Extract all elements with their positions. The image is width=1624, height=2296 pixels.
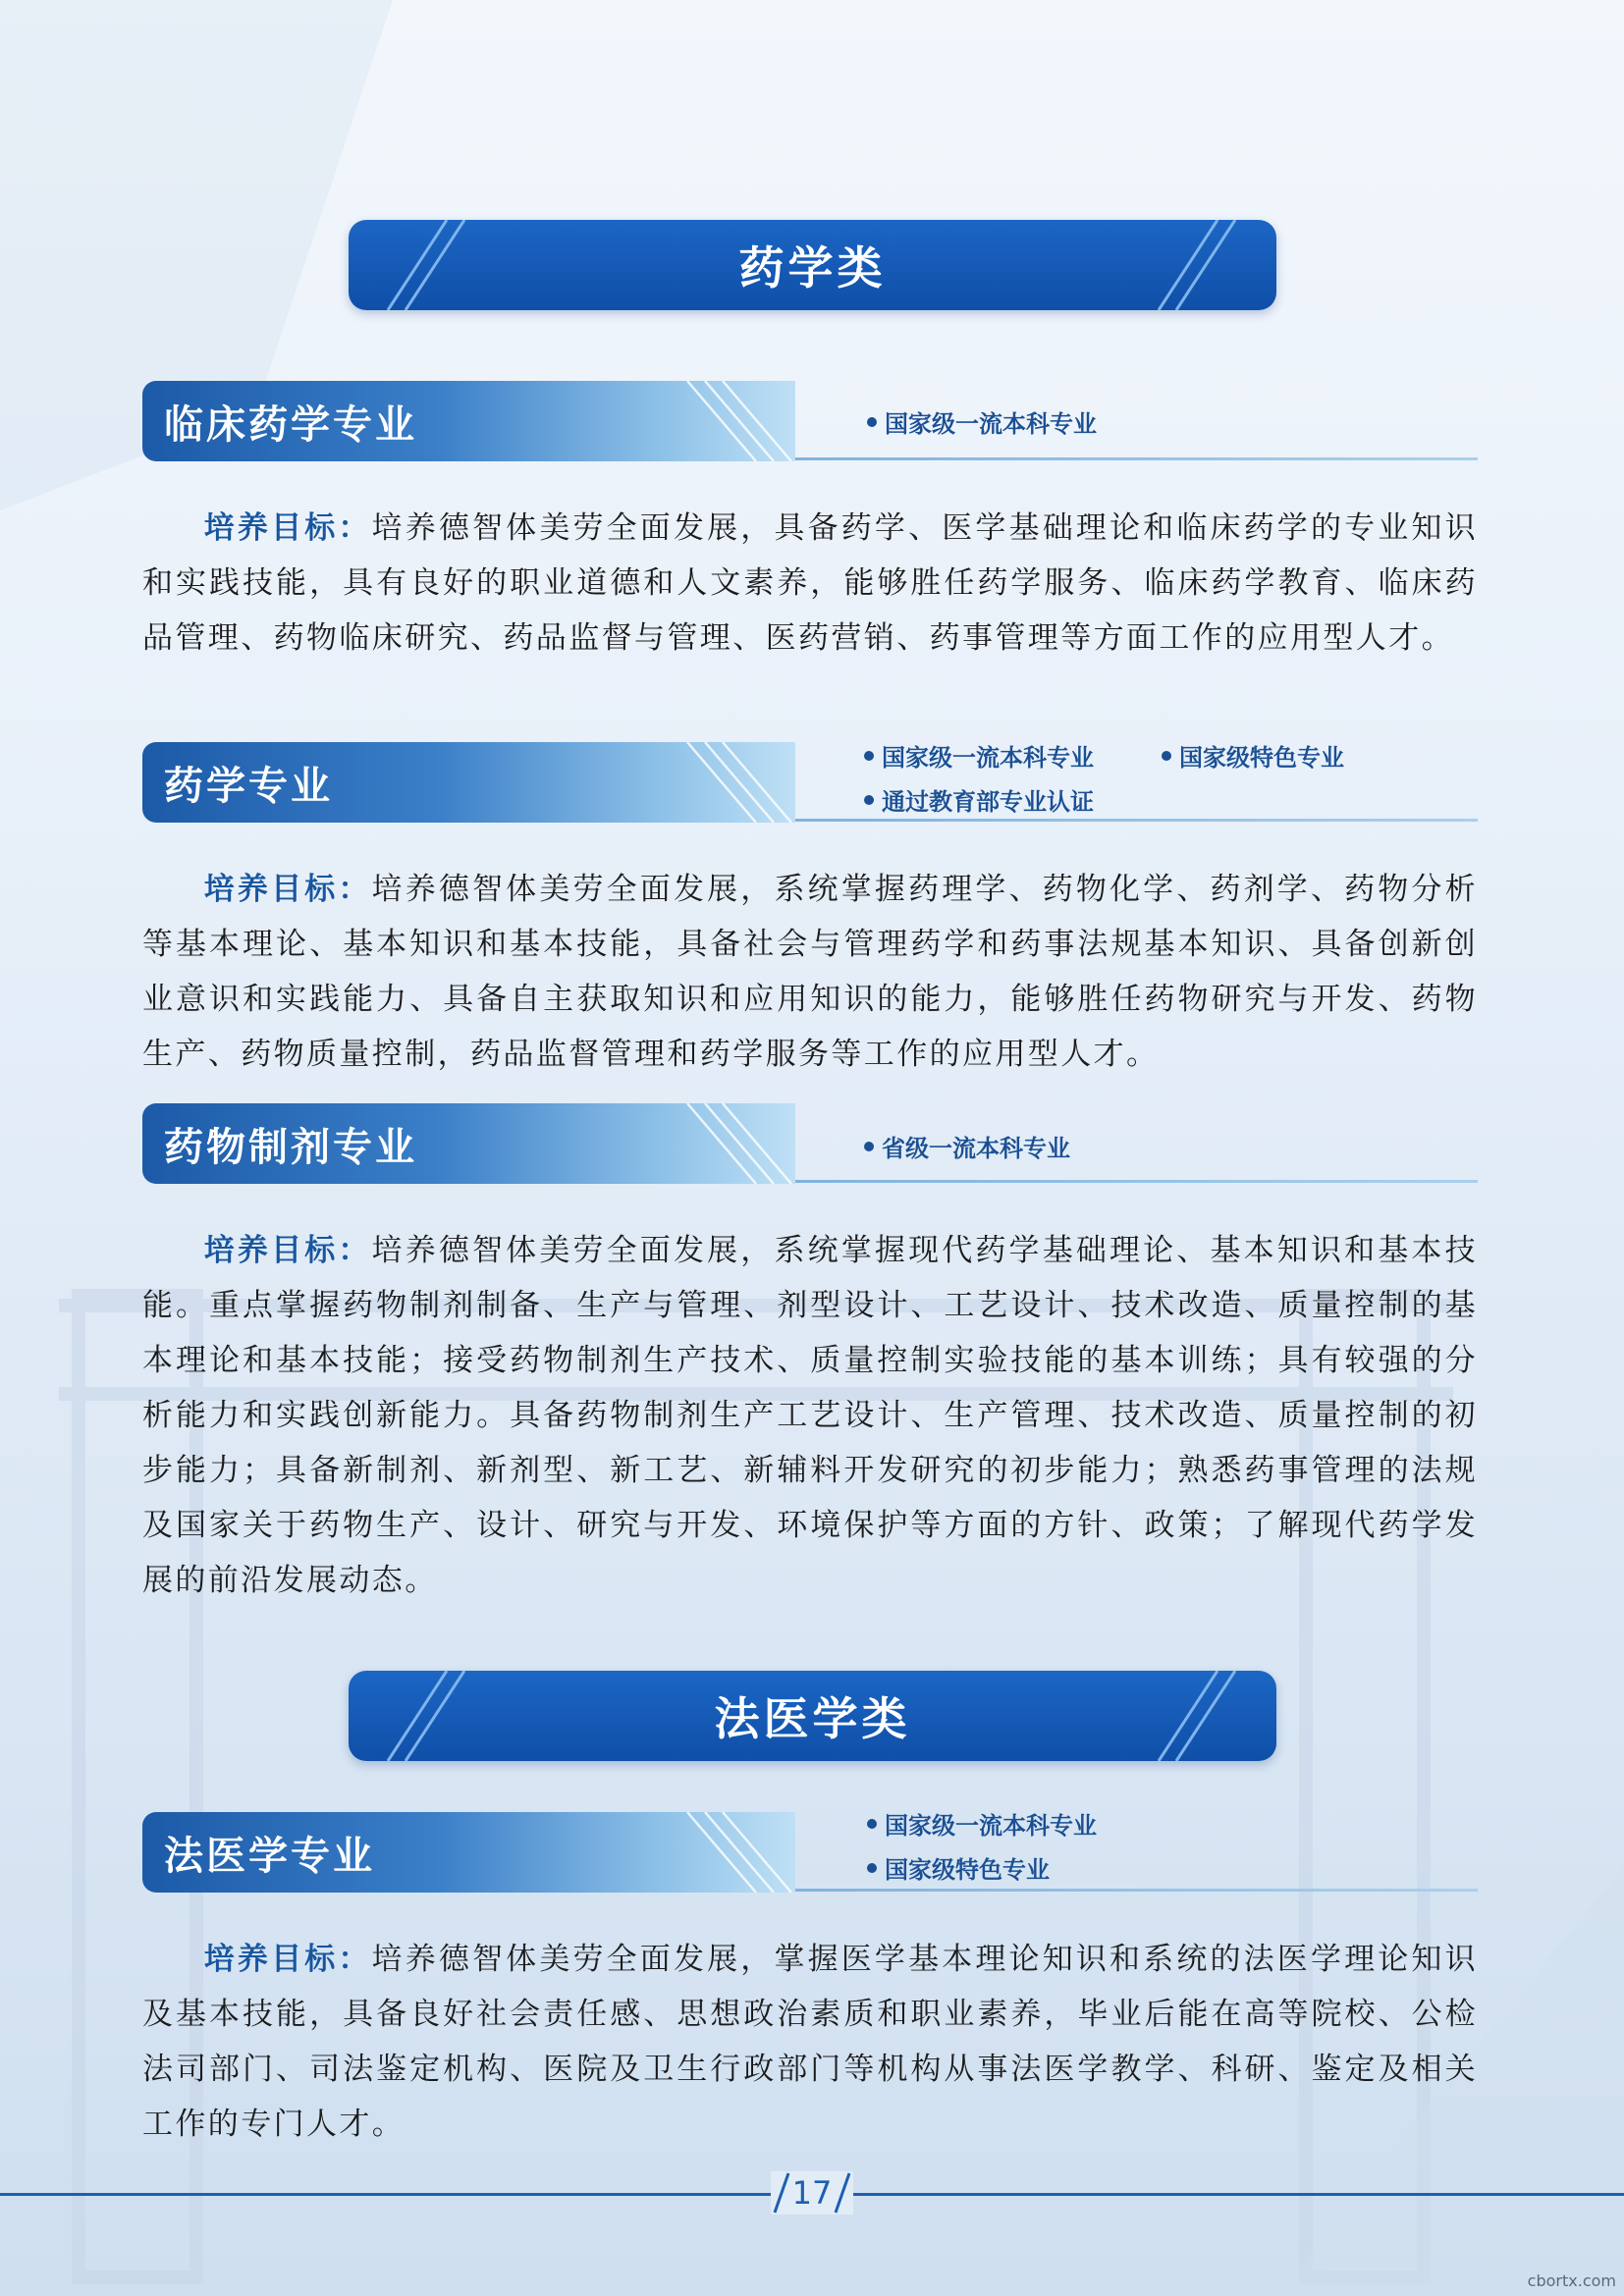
bullet-dot-icon xyxy=(864,1142,874,1151)
bullet-dot-icon xyxy=(864,751,874,761)
header-stripes xyxy=(658,381,795,461)
objective-text: 培养德智体美劳全面发展，系统掌握现代药学基础理论、基本知识和基本技能。重点掌握药物制剂制备、生产与管理、剂型设计、工艺设计、技术改造、质量控制的基本理论和基本技能；接受药物制剂生产技术、质量控制实验技能的基本训练；具有较强的分析能力和实践创新能力。具备药物制剂生产工艺设计、生产管理、技术改造、质量控制的初步能力；具备新制剂、新剂型、新工艺、新辅料开发研究的初步能力；熟悉药事管理的法规及国家关于药物生产、设计、研究与开发、环境保护等方面的方针、政策；了解现代药学发展的前沿发展动态。 xyxy=(142,1233,1478,1598)
major-name: 临床药学专业 xyxy=(164,401,417,448)
bullet-dot-icon xyxy=(867,417,877,427)
major-description xyxy=(142,501,1478,666)
objective-label: 培养目标： xyxy=(203,1942,372,1977)
objective-text: 培养德智体美劳全面发展，具备药学、医学基础理论和临床药学的专业知识和实践技能，具有良好的职业道德和人文素养，能够胜任药学服务、临床药学教育、临床药品管理、药物临床研究、药品监督与管理、医药营销、药事管理等方面工作的应用型人才。 xyxy=(142,510,1478,656)
major-tag: 国家级一流本科专业 xyxy=(864,738,1094,773)
bullet-dot-icon xyxy=(867,1819,877,1829)
objective-label: 培养目标： xyxy=(203,872,372,907)
major-tag: 国家级一流本科专业 xyxy=(867,404,1097,439)
category-title: 法医学类 xyxy=(714,1692,911,1745)
header-stripes xyxy=(658,1103,795,1184)
major-tag: 国家级特色专业 xyxy=(1162,738,1344,773)
major-name: 药学专业 xyxy=(164,763,333,809)
objective-text: 培养德智体美劳全面发展，系统掌握药理学、药物化学、药剂学、药物分析等基本理论、基本知识和基本技能，具备社会与管理药学和药事法规基本知识、具备创新创业意识和实践能力、具备自主获取知识和应用知识的能力，能够胜任药物研究与开发、药物生产、药物质量控制，药品监督管理和药学服务等工作的应用型人才。 xyxy=(142,872,1478,1072)
header-divider-line xyxy=(795,1180,1478,1183)
major-name: 药物制剂专业 xyxy=(164,1124,417,1170)
page-number-text: 17 xyxy=(791,2174,833,2212)
category-banner-forensic xyxy=(349,1671,1276,1761)
major-header-pharmacy xyxy=(142,742,795,823)
header-divider-line xyxy=(795,1889,1478,1892)
header-stripes xyxy=(658,742,795,823)
objective-label: 培养目标： xyxy=(203,510,372,546)
major-header-forensic-medicine xyxy=(142,1812,795,1893)
category-banner-pharmacy xyxy=(349,220,1276,310)
bullet-dot-icon xyxy=(864,795,874,805)
category-title: 药学类 xyxy=(738,241,887,294)
bullet-dot-icon xyxy=(867,1863,877,1873)
objective-label: 培养目标： xyxy=(203,1233,372,1268)
major-header-pharmaceutics xyxy=(142,1103,795,1184)
header-divider-line xyxy=(795,457,1478,460)
major-name: 法医学专业 xyxy=(164,1833,375,1879)
major-description xyxy=(142,862,1478,1082)
major-tag: 国家级一流本科专业 xyxy=(867,1806,1097,1841)
page-number xyxy=(771,2171,853,2215)
major-tag: 省级一流本科专业 xyxy=(864,1129,1070,1163)
major-description xyxy=(142,1223,1478,1608)
major-description xyxy=(142,1932,1478,2152)
major-tag: 通过教育部专业认证 xyxy=(864,782,1094,817)
major-header-clinical-pharmacy xyxy=(142,381,795,461)
header-stripes xyxy=(658,1812,795,1893)
objective-text: 培养德智体美劳全面发展，掌握医学基本理论知识和系统的法医学理论知识及基本技能，具备良好社会责任感、思想政治素质和职业素养，毕业后能在高等院校、公检法司部门、司法鉴定机构、医院及卫生行政部门等机构从事法医学教学、科研、鉴定及相关工作的专门人才。 xyxy=(142,1942,1478,2142)
header-divider-line xyxy=(795,819,1478,822)
major-tag: 国家级特色专业 xyxy=(867,1850,1050,1885)
bullet-dot-icon xyxy=(1162,751,1171,761)
site-watermark: cbortx.com xyxy=(1527,2271,1616,2290)
